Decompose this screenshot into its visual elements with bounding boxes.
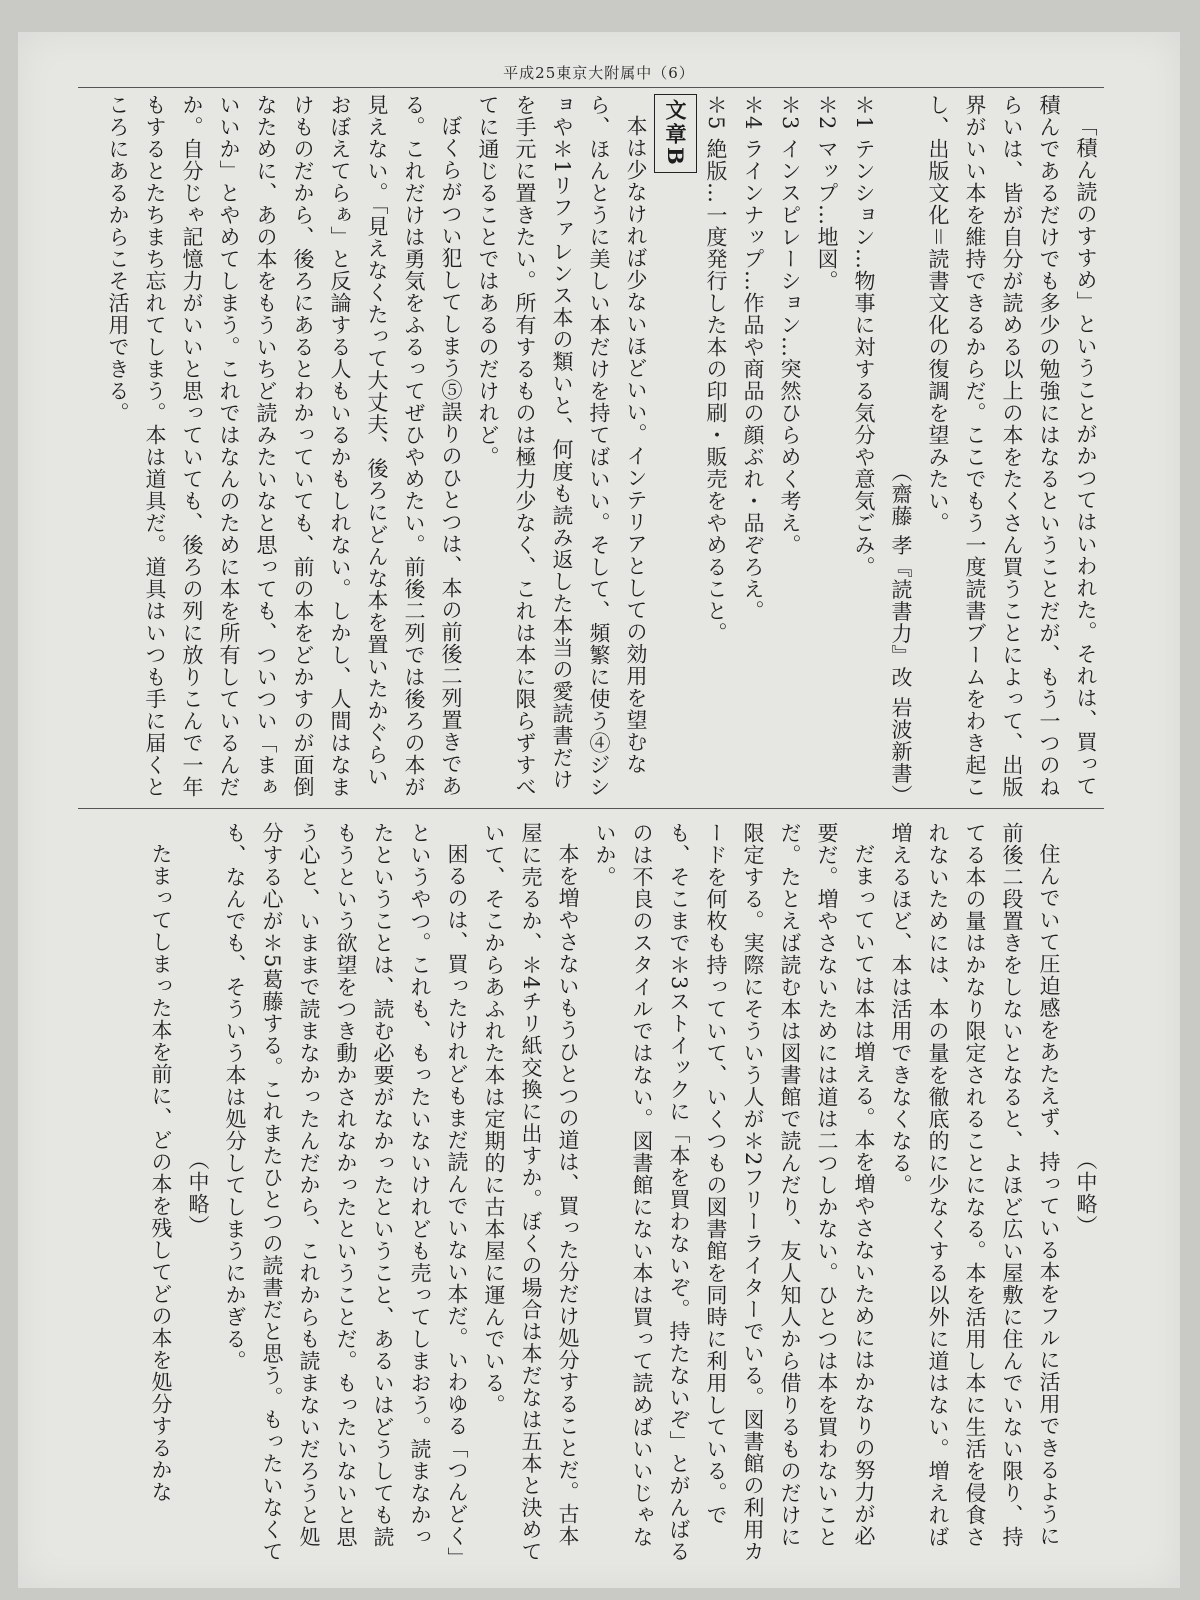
passage-b-paragraph-2: ぼくらがつい犯してしまう⑤誤りのひとつは、本の前後二列置きである。これだけは勇気をふるってぜひやめたい。前後二列では後ろの本が見えない。「見えなくたって大丈夫、後ろにどんな本を置いたかぐらいおぼえてらぁ」と反論する人もいるかもしれない。しかし、人間はなまけものだから、後ろにあるとわかっていても、前の本をどかすのが面倒なために、あの本をもういちど読みたいなと思っても、ついつい「まぁいいか」とやめてしまう。これではなんのために本を所有しているんだか。自分じゃ記憶力がいいと思っていても、後ろの列に放りこんで一年もするとたちまち忘れてしまう。本は道具だ。道具はいつも手に届くところにあるからこそ活用できる。 — [106, 94, 463, 798]
exam-page — [18, 32, 1180, 1588]
passage-b-paragraph-7: たまってしまった本を前に、どの本を残してどの本を処分するかな — [149, 843, 173, 1503]
passage-b-paragraph-1: 本は少なければ少ないほどいい。インテリアとしての効用を望むなら、ほんとうに美しい本だけを持てばいい。そして、頻繁に使う④ジショや＊1リファレンス本の類いと、何度も読み返した本当の愛読書だけを手元に置きたい。所有するものは極力少なく、これは本に限らずすべてに通じることではあるのだけれど。 — [476, 94, 648, 798]
top-rule — [78, 87, 1104, 88]
footnote-3: ＊3 インスピレーション…突然ひらめく考え。 — [778, 94, 802, 557]
passage-b-paragraph-5: 本を増やさないもうひとつの道は、買った分だけ処分することだ。古本屋に売るか、＊4チリ紙交換に出すか。ぼくの場合は本だなは五本と決めていて、そこからあふれた本は定期的に古本屋に運んでいる。 — [482, 822, 580, 1563]
footnote-4: ＊4 ラインナップ…作品や商品の顔ぶれ・品ぞろえ。 — [741, 94, 765, 623]
passage-a-source: （齋藤 孝『読書力』改 岩波新書） — [889, 460, 913, 806]
footnote-5: ＊5 絶版…一度発行した本の印刷・販売をやめること。 — [704, 94, 728, 645]
footnote-2: ＊2 マップ…地図。 — [815, 94, 839, 293]
passage-b-paragraph-3: 住んでいて圧迫感をあたえず、持っている本をフルに活用できるように前後二段置きをしないとなると、よほど広い屋敷に住んでいない限り、持てる本の量はかなり限定されることになる。本を活用し本に生活を侵食されないためには、本の量を徹底的に少なくする以外に道はない。増えれば増えるほど、本は活用できなくなる。 — [889, 822, 1061, 1548]
passage-b-paragraph-6: 困るのは、買ったけれどもまだ読んでいない本だ。いわゆる「つんどく」というやつ。これも、もったいないけれども売ってしまおう。読まなかったということは、読む必要がなかったということ、あるいはどうしても読もうという欲望をつき動かされなかったということだ。もったいないと思う心と、いままで読まなかったんだから、これからも読まないだろうと処分する心が＊5葛藤する。これまたひとつの読書だと思う。もったいなくても、なんでも、そういう本は処分してしまうにかぎる。 — [223, 822, 469, 1563]
upper-text-block — [78, 94, 1104, 806]
page-header: 平成25東京大附属中（6） — [503, 64, 695, 82]
passage-a-final-paragraph: 「積ん読のすすめ」ということがかつてはいわれた。それは、買って積んであるだけでも多少の勉強にはなるということだが、もう一つのねらいは、皆が自分が読める以上の本をたくさん買うことによって、出版界がいい本を維持できるからだ。ここでもう一度読書ブームをわき起こし、出版文化＝読書文化の復調を望みたい。 — [926, 94, 1098, 798]
footnote-1: ＊1 テンション…物事に対する気分や意気ごみ。 — [852, 94, 876, 579]
omission-note-2: （中略） — [186, 1149, 210, 1237]
lower-text-block — [78, 822, 1104, 1564]
passage-b-heading: 文章B — [654, 94, 697, 173]
passage-b-paragraph-4: だまっていては本は増える。本を増やさないためにはかなりの努力が必要だ。増やさないためには道は二つしかない。ひとつは本を買わないことだ。たとえば読む本は図書館で読んだり、友人知人から借りるものだけに限定する。実際にそういう人が＊2フリーライターでいる。図書館の利用カードを何枚も持っていて、いくつもの図書館を同時に利用している。でも、そこまで＊3ストイックに「本を買わないぞ。持たないぞ」とがんばるのは不良のスタイルではない。図書館にない本は買って読めばいいじゃないか。 — [593, 822, 876, 1563]
omission-note-1: （中略） — [1074, 1149, 1098, 1237]
middle-rule — [78, 808, 1104, 809]
